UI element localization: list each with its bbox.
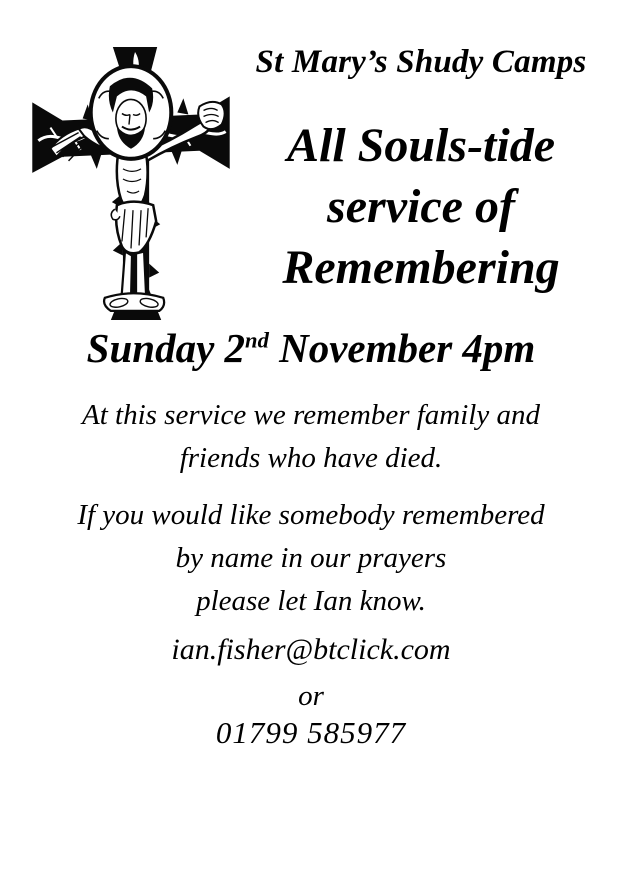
date-prefix: Sunday 2 bbox=[86, 325, 246, 371]
intro-line-2: friends who have died. bbox=[179, 441, 443, 474]
request-paragraph bbox=[0, 494, 622, 623]
church-name: St Mary’s Shudy Camps bbox=[255, 44, 587, 80]
page-title bbox=[240, 116, 602, 299]
title-line-2: service of bbox=[327, 179, 515, 233]
intro-line-1: At this service we remember family and bbox=[82, 399, 540, 431]
request-line-1: If you would like somebody remembered bbox=[77, 499, 545, 531]
crucifix-icon bbox=[26, 44, 236, 322]
request-line-2: by name in our prayers bbox=[175, 541, 447, 574]
title-line-1: All Souls-tide bbox=[286, 119, 556, 172]
contact-phone: 01799 585977 bbox=[215, 715, 407, 750]
intro-paragraph bbox=[0, 394, 622, 480]
service-date bbox=[0, 324, 622, 372]
contact-separator: or bbox=[298, 680, 324, 712]
request-line-3: please let Ian know. bbox=[196, 584, 426, 617]
contact-email: ian.fisher@btclick.com bbox=[171, 633, 451, 666]
title-line-3: Remembering bbox=[282, 240, 560, 294]
date-ordinal: nd bbox=[245, 327, 269, 353]
date-suffix: November 4pm bbox=[268, 325, 536, 371]
